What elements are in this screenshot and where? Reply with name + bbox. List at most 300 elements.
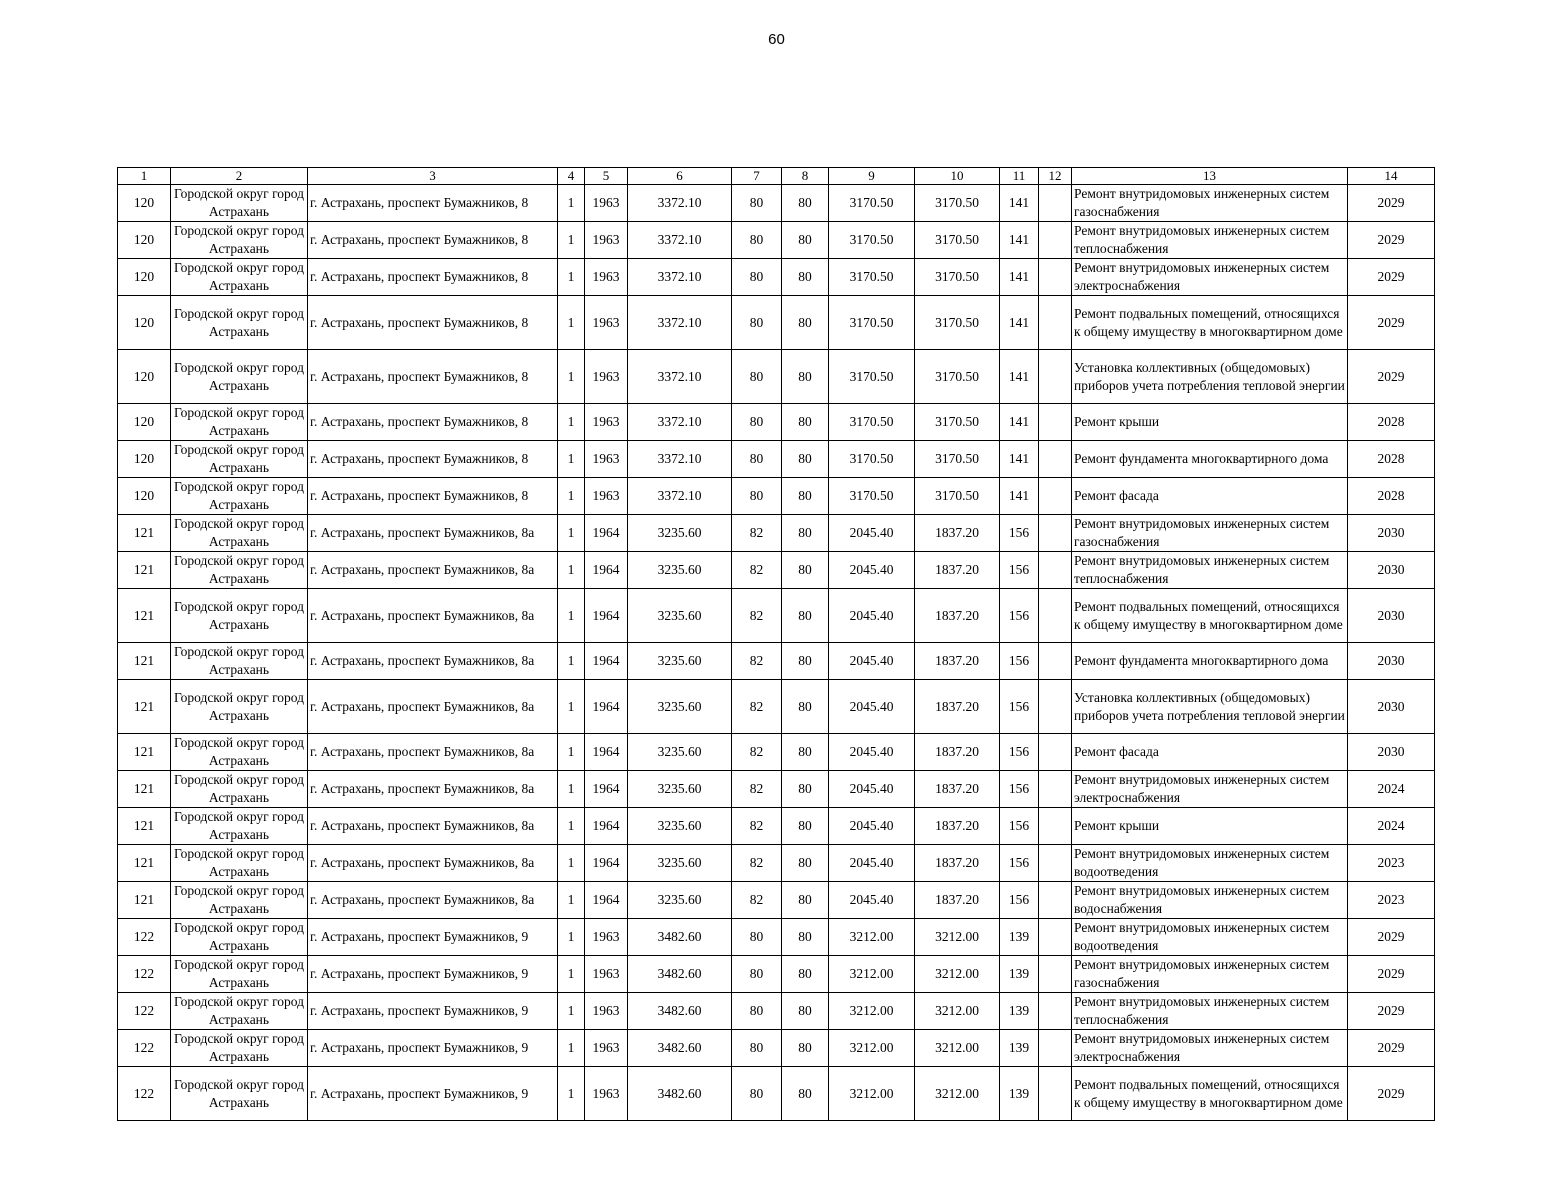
- column-12-cell: [1039, 296, 1072, 350]
- planned-year-cell: 2023: [1348, 845, 1435, 882]
- column-7-cell: 80: [732, 259, 782, 296]
- column-8-cell: 80: [782, 259, 829, 296]
- column-7-cell: 80: [732, 919, 782, 956]
- column-10-cell: 1837.20: [915, 643, 1000, 680]
- planned-year-cell: 2024: [1348, 771, 1435, 808]
- column-7-cell: 80: [732, 1067, 782, 1121]
- column-12-cell: [1039, 589, 1072, 643]
- planned-year-cell: 2028: [1348, 441, 1435, 478]
- planned-year-cell: 2029: [1348, 1067, 1435, 1121]
- column-11-cell: 156: [1000, 552, 1039, 589]
- registry-table: [117, 167, 1435, 1121]
- work-type-cell: Ремонт внутридомовых инженерных систем газоснабжения: [1072, 956, 1348, 993]
- table-row: [118, 350, 1435, 404]
- column-9-cell: 2045.40: [829, 680, 915, 734]
- column-header: 8: [782, 168, 829, 185]
- column-8-cell: 80: [782, 1067, 829, 1121]
- table-row: [118, 296, 1435, 350]
- total-area-cell: 3372.10: [628, 222, 732, 259]
- work-type-cell: Ремонт подвальных помещений, относящихся к общему имуществу в многоквартирном доме: [1072, 589, 1348, 643]
- column-8-cell: 80: [782, 643, 829, 680]
- column-9-cell: 3170.50: [829, 404, 915, 441]
- planned-year-cell: 2029: [1348, 993, 1435, 1030]
- column-12-cell: [1039, 259, 1072, 296]
- planned-year-cell: 2029: [1348, 350, 1435, 404]
- work-type-cell: Ремонт внутридомовых инженерных систем теплоснабжения: [1072, 552, 1348, 589]
- column-10-cell: 1837.20: [915, 808, 1000, 845]
- address-cell: г. Астрахань, проспект Бумажников, 8а: [308, 589, 558, 643]
- column-9-cell: 3170.50: [829, 296, 915, 350]
- column-4-cell: 1: [558, 919, 585, 956]
- row-number-cell: 122: [118, 993, 171, 1030]
- planned-year-cell: 2029: [1348, 1030, 1435, 1067]
- column-8-cell: 80: [782, 919, 829, 956]
- total-area-cell: 3235.60: [628, 552, 732, 589]
- column-12-cell: [1039, 222, 1072, 259]
- column-8-cell: 80: [782, 734, 829, 771]
- column-4-cell: 1: [558, 515, 585, 552]
- row-number-cell: 121: [118, 515, 171, 552]
- row-number-cell: 121: [118, 808, 171, 845]
- work-type-cell: Установка коллективных (общедомовых) приборов учета потребления тепловой энергии: [1072, 680, 1348, 734]
- planned-year-cell: 2029: [1348, 259, 1435, 296]
- table-row: [118, 643, 1435, 680]
- column-8-cell: 80: [782, 771, 829, 808]
- address-cell: г. Астрахань, проспект Бумажников, 8: [308, 259, 558, 296]
- column-8-cell: 80: [782, 845, 829, 882]
- address-cell: г. Астрахань, проспект Бумажников, 8а: [308, 734, 558, 771]
- work-type-cell: Установка коллективных (общедомовых) приборов учета потребления тепловой энергии: [1072, 350, 1348, 404]
- column-7-cell: 80: [732, 404, 782, 441]
- column-7-cell: 80: [732, 350, 782, 404]
- build-year-cell: 1963: [585, 919, 628, 956]
- municipality-cell: Городской округ город Астрахань: [171, 404, 308, 441]
- column-7-cell: 82: [732, 808, 782, 845]
- row-number-cell: 120: [118, 259, 171, 296]
- address-cell: г. Астрахань, проспект Бумажников, 9: [308, 1030, 558, 1067]
- column-11-cell: 156: [1000, 808, 1039, 845]
- column-12-cell: [1039, 441, 1072, 478]
- municipality-cell: Городской округ город Астрахань: [171, 441, 308, 478]
- column-11-cell: 156: [1000, 515, 1039, 552]
- total-area-cell: 3372.10: [628, 478, 732, 515]
- column-10-cell: 3212.00: [915, 1030, 1000, 1067]
- column-9-cell: 3212.00: [829, 919, 915, 956]
- total-area-cell: 3235.60: [628, 771, 732, 808]
- table-row: [118, 956, 1435, 993]
- column-9-cell: 2045.40: [829, 643, 915, 680]
- column-10-cell: 1837.20: [915, 515, 1000, 552]
- column-4-cell: 1: [558, 1067, 585, 1121]
- planned-year-cell: 2030: [1348, 515, 1435, 552]
- column-8-cell: 80: [782, 808, 829, 845]
- column-10-cell: 1837.20: [915, 680, 1000, 734]
- row-number-cell: 120: [118, 404, 171, 441]
- column-12-cell: [1039, 552, 1072, 589]
- planned-year-cell: 2024: [1348, 808, 1435, 845]
- column-header: 11: [1000, 168, 1039, 185]
- column-7-cell: 82: [732, 552, 782, 589]
- work-type-cell: Ремонт фасада: [1072, 734, 1348, 771]
- column-11-cell: 141: [1000, 441, 1039, 478]
- row-number-cell: 120: [118, 185, 171, 222]
- address-cell: г. Астрахань, проспект Бумажников, 8а: [308, 845, 558, 882]
- total-area-cell: 3482.60: [628, 956, 732, 993]
- work-type-cell: Ремонт внутридомовых инженерных систем газоснабжения: [1072, 515, 1348, 552]
- total-area-cell: 3372.10: [628, 350, 732, 404]
- column-12-cell: [1039, 734, 1072, 771]
- column-header: 10: [915, 168, 1000, 185]
- column-4-cell: 1: [558, 441, 585, 478]
- column-9-cell: 2045.40: [829, 808, 915, 845]
- total-area-cell: 3235.60: [628, 643, 732, 680]
- column-header: 14: [1348, 168, 1435, 185]
- table-row: [118, 404, 1435, 441]
- column-9-cell: 3170.50: [829, 222, 915, 259]
- build-year-cell: 1963: [585, 185, 628, 222]
- column-8-cell: 80: [782, 589, 829, 643]
- column-12-cell: [1039, 808, 1072, 845]
- column-4-cell: 1: [558, 808, 585, 845]
- column-9-cell: 2045.40: [829, 589, 915, 643]
- build-year-cell: 1964: [585, 589, 628, 643]
- build-year-cell: 1964: [585, 515, 628, 552]
- build-year-cell: 1963: [585, 259, 628, 296]
- address-cell: г. Астрахань, проспект Бумажников, 8а: [308, 515, 558, 552]
- build-year-cell: 1964: [585, 552, 628, 589]
- column-10-cell: 3170.50: [915, 404, 1000, 441]
- municipality-cell: Городской округ город Астрахань: [171, 734, 308, 771]
- row-number-cell: 121: [118, 845, 171, 882]
- column-7-cell: 82: [732, 589, 782, 643]
- planned-year-cell: 2029: [1348, 222, 1435, 259]
- column-7-cell: 80: [732, 956, 782, 993]
- build-year-cell: 1964: [585, 680, 628, 734]
- municipality-cell: Городской округ город Астрахань: [171, 185, 308, 222]
- column-10-cell: 3212.00: [915, 1067, 1000, 1121]
- municipality-cell: Городской округ город Астрахань: [171, 552, 308, 589]
- column-header: 2: [171, 168, 308, 185]
- build-year-cell: 1964: [585, 643, 628, 680]
- column-7-cell: 82: [732, 845, 782, 882]
- table-row: [118, 222, 1435, 259]
- column-8-cell: 80: [782, 993, 829, 1030]
- work-type-cell: Ремонт подвальных помещений, относящихся к общему имуществу в многоквартирном доме: [1072, 296, 1348, 350]
- work-type-cell: Ремонт внутридомовых инженерных систем теплоснабжения: [1072, 222, 1348, 259]
- address-cell: г. Астрахань, проспект Бумажников, 8а: [308, 808, 558, 845]
- work-type-cell: Ремонт внутридомовых инженерных систем электроснабжения: [1072, 1030, 1348, 1067]
- address-cell: г. Астрахань, проспект Бумажников, 8: [308, 478, 558, 515]
- build-year-cell: 1964: [585, 734, 628, 771]
- column-7-cell: 82: [732, 882, 782, 919]
- address-cell: г. Астрахань, проспект Бумажников, 9: [308, 919, 558, 956]
- column-10-cell: 3170.50: [915, 350, 1000, 404]
- address-cell: г. Астрахань, проспект Бумажников, 8: [308, 185, 558, 222]
- column-7-cell: 82: [732, 515, 782, 552]
- column-7-cell: 80: [732, 185, 782, 222]
- total-area-cell: 3482.60: [628, 993, 732, 1030]
- column-10-cell: 3212.00: [915, 919, 1000, 956]
- column-11-cell: 156: [1000, 882, 1039, 919]
- planned-year-cell: 2030: [1348, 680, 1435, 734]
- column-7-cell: 82: [732, 734, 782, 771]
- column-4-cell: 1: [558, 350, 585, 404]
- row-number-cell: 121: [118, 552, 171, 589]
- column-4-cell: 1: [558, 956, 585, 993]
- municipality-cell: Городской округ город Астрахань: [171, 771, 308, 808]
- address-cell: г. Астрахань, проспект Бумажников, 9: [308, 956, 558, 993]
- column-4-cell: 1: [558, 680, 585, 734]
- table-row: [118, 919, 1435, 956]
- table-row: [118, 515, 1435, 552]
- table-row: [118, 808, 1435, 845]
- build-year-cell: 1963: [585, 404, 628, 441]
- column-10-cell: 3170.50: [915, 441, 1000, 478]
- column-10-cell: 3170.50: [915, 222, 1000, 259]
- column-7-cell: 80: [732, 222, 782, 259]
- work-type-cell: Ремонт крыши: [1072, 404, 1348, 441]
- municipality-cell: Городской округ город Астрахань: [171, 808, 308, 845]
- total-area-cell: 3372.10: [628, 441, 732, 478]
- table-row: [118, 1030, 1435, 1067]
- column-12-cell: [1039, 350, 1072, 404]
- column-11-cell: 139: [1000, 956, 1039, 993]
- planned-year-cell: 2029: [1348, 296, 1435, 350]
- column-12-cell: [1039, 478, 1072, 515]
- column-7-cell: 80: [732, 441, 782, 478]
- column-8-cell: 80: [782, 404, 829, 441]
- row-number-cell: 121: [118, 643, 171, 680]
- column-12-cell: [1039, 515, 1072, 552]
- address-cell: г. Астрахань, проспект Бумажников, 8: [308, 441, 558, 478]
- work-type-cell: Ремонт фасада: [1072, 478, 1348, 515]
- column-10-cell: 1837.20: [915, 771, 1000, 808]
- total-area-cell: 3372.10: [628, 404, 732, 441]
- planned-year-cell: 2028: [1348, 478, 1435, 515]
- municipality-cell: Городской округ город Астрахань: [171, 1030, 308, 1067]
- column-9-cell: 2045.40: [829, 771, 915, 808]
- column-8-cell: 80: [782, 185, 829, 222]
- column-11-cell: 141: [1000, 478, 1039, 515]
- column-header: 9: [829, 168, 915, 185]
- column-header: 4: [558, 168, 585, 185]
- municipality-cell: Городской округ город Астрахань: [171, 296, 308, 350]
- column-4-cell: 1: [558, 845, 585, 882]
- column-11-cell: 156: [1000, 680, 1039, 734]
- build-year-cell: 1963: [585, 222, 628, 259]
- column-9-cell: 3212.00: [829, 1030, 915, 1067]
- total-area-cell: 3372.10: [628, 259, 732, 296]
- row-number-cell: 122: [118, 1067, 171, 1121]
- column-9-cell: 2045.40: [829, 515, 915, 552]
- planned-year-cell: 2030: [1348, 734, 1435, 771]
- total-area-cell: 3372.10: [628, 296, 732, 350]
- total-area-cell: 3235.60: [628, 680, 732, 734]
- column-4-cell: 1: [558, 734, 585, 771]
- column-9-cell: 3170.50: [829, 185, 915, 222]
- address-cell: г. Астрахань, проспект Бумажников, 8а: [308, 552, 558, 589]
- column-11-cell: 139: [1000, 1067, 1039, 1121]
- column-7-cell: 80: [732, 296, 782, 350]
- municipality-cell: Городской округ город Астрахань: [171, 259, 308, 296]
- row-number-cell: 120: [118, 350, 171, 404]
- column-12-cell: [1039, 771, 1072, 808]
- row-number-cell: 121: [118, 882, 171, 919]
- municipality-cell: Городской округ город Астрахань: [171, 956, 308, 993]
- column-4-cell: 1: [558, 552, 585, 589]
- column-4-cell: 1: [558, 259, 585, 296]
- column-11-cell: 139: [1000, 993, 1039, 1030]
- row-number-cell: 121: [118, 771, 171, 808]
- column-9-cell: 2045.40: [829, 882, 915, 919]
- work-type-cell: Ремонт внутридомовых инженерных систем теплоснабжения: [1072, 993, 1348, 1030]
- column-11-cell: 141: [1000, 296, 1039, 350]
- column-11-cell: 156: [1000, 845, 1039, 882]
- column-header: 5: [585, 168, 628, 185]
- column-9-cell: 2045.40: [829, 734, 915, 771]
- work-type-cell: Ремонт крыши: [1072, 808, 1348, 845]
- address-cell: г. Астрахань, проспект Бумажников, 8: [308, 296, 558, 350]
- work-type-cell: Ремонт внутридомовых инженерных систем водоснабжения: [1072, 882, 1348, 919]
- row-number-cell: 120: [118, 441, 171, 478]
- table-row: [118, 771, 1435, 808]
- column-8-cell: 80: [782, 296, 829, 350]
- table-row: [118, 552, 1435, 589]
- municipality-cell: Городской округ город Астрахань: [171, 515, 308, 552]
- address-cell: г. Астрахань, проспект Бумажников, 8а: [308, 771, 558, 808]
- table-row: [118, 478, 1435, 515]
- row-number-cell: 120: [118, 478, 171, 515]
- row-number-cell: 122: [118, 956, 171, 993]
- address-cell: г. Астрахань, проспект Бумажников, 8а: [308, 882, 558, 919]
- column-4-cell: 1: [558, 1030, 585, 1067]
- column-8-cell: 80: [782, 1030, 829, 1067]
- table-header-row: [118, 168, 1435, 185]
- column-8-cell: 80: [782, 478, 829, 515]
- column-10-cell: 3170.50: [915, 185, 1000, 222]
- table-row: [118, 734, 1435, 771]
- address-cell: г. Астрахань, проспект Бумажников, 8а: [308, 680, 558, 734]
- column-9-cell: 3212.00: [829, 993, 915, 1030]
- column-7-cell: 82: [732, 771, 782, 808]
- column-10-cell: 1837.20: [915, 882, 1000, 919]
- column-10-cell: 3212.00: [915, 956, 1000, 993]
- municipality-cell: Городской округ город Астрахань: [171, 845, 308, 882]
- column-header: 1: [118, 168, 171, 185]
- column-9-cell: 3170.50: [829, 478, 915, 515]
- build-year-cell: 1963: [585, 441, 628, 478]
- column-9-cell: 3212.00: [829, 956, 915, 993]
- row-number-cell: 121: [118, 680, 171, 734]
- column-4-cell: 1: [558, 643, 585, 680]
- column-7-cell: 80: [732, 993, 782, 1030]
- municipality-cell: Городской округ город Астрахань: [171, 993, 308, 1030]
- planned-year-cell: 2030: [1348, 589, 1435, 643]
- municipality-cell: Городской округ город Астрахань: [171, 350, 308, 404]
- column-11-cell: 156: [1000, 643, 1039, 680]
- table-row: [118, 680, 1435, 734]
- column-12-cell: [1039, 993, 1072, 1030]
- column-12-cell: [1039, 882, 1072, 919]
- municipality-cell: Городской округ город Астрахань: [171, 478, 308, 515]
- column-11-cell: 156: [1000, 589, 1039, 643]
- planned-year-cell: 2030: [1348, 643, 1435, 680]
- column-12-cell: [1039, 1067, 1072, 1121]
- address-cell: г. Астрахань, проспект Бумажников, 9: [308, 1067, 558, 1121]
- row-number-cell: 120: [118, 222, 171, 259]
- column-7-cell: 82: [732, 643, 782, 680]
- total-area-cell: 3235.60: [628, 882, 732, 919]
- planned-year-cell: 2029: [1348, 919, 1435, 956]
- build-year-cell: 1963: [585, 993, 628, 1030]
- column-8-cell: 80: [782, 956, 829, 993]
- work-type-cell: Ремонт внутридомовых инженерных систем водоотведения: [1072, 919, 1348, 956]
- address-cell: г. Астрахань, проспект Бумажников, 8: [308, 404, 558, 441]
- total-area-cell: 3482.60: [628, 919, 732, 956]
- address-cell: г. Астрахань, проспект Бумажников, 9: [308, 993, 558, 1030]
- planned-year-cell: 2028: [1348, 404, 1435, 441]
- column-12-cell: [1039, 1030, 1072, 1067]
- column-12-cell: [1039, 680, 1072, 734]
- column-12-cell: [1039, 845, 1072, 882]
- table-row: [118, 882, 1435, 919]
- column-10-cell: 1837.20: [915, 552, 1000, 589]
- table-row: [118, 259, 1435, 296]
- planned-year-cell: 2030: [1348, 552, 1435, 589]
- column-11-cell: 156: [1000, 771, 1039, 808]
- column-11-cell: 141: [1000, 350, 1039, 404]
- total-area-cell: 3235.60: [628, 589, 732, 643]
- table-row: [118, 441, 1435, 478]
- column-header: 3: [308, 168, 558, 185]
- table-row: [118, 1067, 1435, 1121]
- column-11-cell: 156: [1000, 734, 1039, 771]
- municipality-cell: Городской округ город Астрахань: [171, 222, 308, 259]
- work-type-cell: Ремонт фундамента многоквартирного дома: [1072, 643, 1348, 680]
- total-area-cell: 3235.60: [628, 845, 732, 882]
- work-type-cell: Ремонт внутридомовых инженерных систем электроснабжения: [1072, 771, 1348, 808]
- column-10-cell: 3170.50: [915, 296, 1000, 350]
- total-area-cell: 3372.10: [628, 185, 732, 222]
- municipality-cell: Городской округ город Астрахань: [171, 919, 308, 956]
- column-9-cell: 3170.50: [829, 350, 915, 404]
- work-type-cell: Ремонт фундамента многоквартирного дома: [1072, 441, 1348, 478]
- column-9-cell: 2045.40: [829, 845, 915, 882]
- column-4-cell: 1: [558, 589, 585, 643]
- row-number-cell: 122: [118, 1030, 171, 1067]
- address-cell: г. Астрахань, проспект Бумажников, 8: [308, 350, 558, 404]
- column-8-cell: 80: [782, 680, 829, 734]
- build-year-cell: 1964: [585, 808, 628, 845]
- column-8-cell: 80: [782, 552, 829, 589]
- column-10-cell: 1837.20: [915, 589, 1000, 643]
- column-4-cell: 1: [558, 478, 585, 515]
- total-area-cell: 3235.60: [628, 734, 732, 771]
- table-row: [118, 993, 1435, 1030]
- column-7-cell: 80: [732, 1030, 782, 1067]
- column-7-cell: 82: [732, 680, 782, 734]
- column-11-cell: 141: [1000, 222, 1039, 259]
- column-9-cell: 3170.50: [829, 259, 915, 296]
- municipality-cell: Городской округ город Астрахань: [171, 643, 308, 680]
- column-10-cell: 1837.20: [915, 734, 1000, 771]
- table-row: [118, 185, 1435, 222]
- column-10-cell: 1837.20: [915, 845, 1000, 882]
- row-number-cell: 121: [118, 589, 171, 643]
- build-year-cell: 1963: [585, 1067, 628, 1121]
- build-year-cell: 1963: [585, 296, 628, 350]
- work-type-cell: Ремонт внутридомовых инженерных систем газоснабжения: [1072, 185, 1348, 222]
